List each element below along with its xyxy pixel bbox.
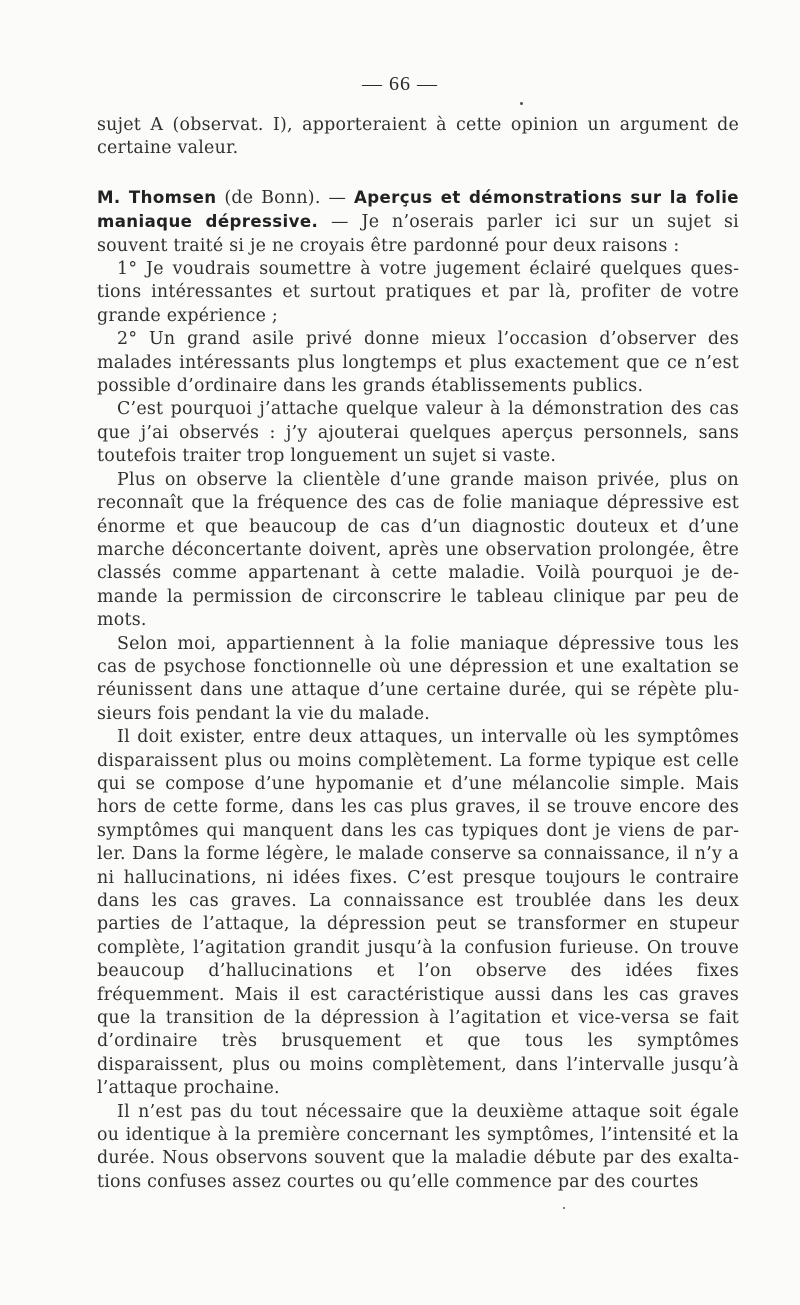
author-affiliation: (de Bonn). —: [216, 187, 354, 208]
paragraph-thomsen: [97, 186, 739, 258]
ink-speck: [563, 1207, 565, 1209]
paragraph-spacer: [97, 161, 739, 186]
paragraph: Plus on observe la clientèle d’une grande maison privée, plus on reconnaît que la fréquence des cas de folie maniaque dépressive est énorme et que beaucoup de cas d’un diagnostic douteux et d’une marche déconcertante doivent, après une observation prolongée, être classés comme appartenant à cette maladie. Voilà pourquoi je demande la permission de circonscrire le tableau clinique par peu de mots.: [97, 469, 739, 631]
paragraph: C’est pourquoi j’attache quelque valeur à la démonstration des cas que j’ai observés : j’y ajouterai quelques aperçus personnels, sans toutefois traiter trop longuement un sujet si vaste.: [97, 399, 739, 467]
paragraph: Il n’est pas du tout nécessaire que la deuxième attaque soit égale ou identique à la première concernant les symptômes, l’intensité et la durée. Nous observons souvent que la maladie débute par des exaltations confuses assez courtes ou qu’elle commence par des courtes: [97, 1101, 739, 1192]
paragraph: 1° Je voudrais soumettre à votre jugement éclairé quelques questions intéressantes et surtout pratiques et par là, profiter de votre grande expérience ;: [97, 259, 739, 326]
paragraph: Selon moi, appartiennent à la folie maniaque dépressive tous les cas de psychose fonctionnelle où une dépression et une exaltation se réunissent dans une attaque d’une certaine durée, qui se répète plusieurs fois pendant la vie du malade.: [97, 633, 739, 724]
ink-speck: [520, 102, 523, 105]
paragraph: sujet A (observat. I), apporteraient à cette opinion un argument de certaine valeur.: [97, 115, 739, 159]
paragraph: Il doit exister, entre deux attaques, un intervalle où les symptômes disparaissent plus ou moins complètement. La forme typique est celle qui se compose d’une hypomanie et d’une mélancolie simple. Mais hors de cette forme, dans les cas plus graves, il se trouve encore des symptômes qui manquent dans les cas typiques dont je viens de parler. Dans la forme légère, le malade conserve sa connaissance, il n’y a ni hallucinations, ni idées fixes. C’est presque toujours le contraire dans les cas graves. La connaissance est troublée dans les deux parties de l’attaque, la dépression peut se transformer en stupeur complète, l’agitation grandit jusqu’à la confusion furieuse. On trouve beaucoup d’hallucinations et l’on observe des idées fixes fréquemment. Mais il est caractéristique aussi dans les cas graves que la transition de la dépression à l’agitation et vice-versa se fait d’ordinaire très brusquement et que tous les symptômes disparaissent, plus ou moins complètement, dans l’intervalle jusqu’à l’attaque prochaine.: [97, 727, 739, 1099]
page-number: — 66 —: [362, 73, 438, 95]
paragraph-text: — Je n’oserais parler ici sur un sujet si souvent traité si je ne croyais être pardonné pour deux raisons :: [97, 212, 739, 256]
author-name: M. Thomsen: [97, 187, 217, 207]
communication-title: Aperçus et démonstrations sur la folie maniaque dépressive.: [97, 187, 739, 232]
paragraph: 2° Un grand asile privé donne mieux l’occasion d’observer des malades intéressants plus longtemps et plus exactement que ce n’est possible d’ordinaire dans les grands établissements publics.: [97, 329, 739, 397]
body-text: [97, 114, 739, 1194]
